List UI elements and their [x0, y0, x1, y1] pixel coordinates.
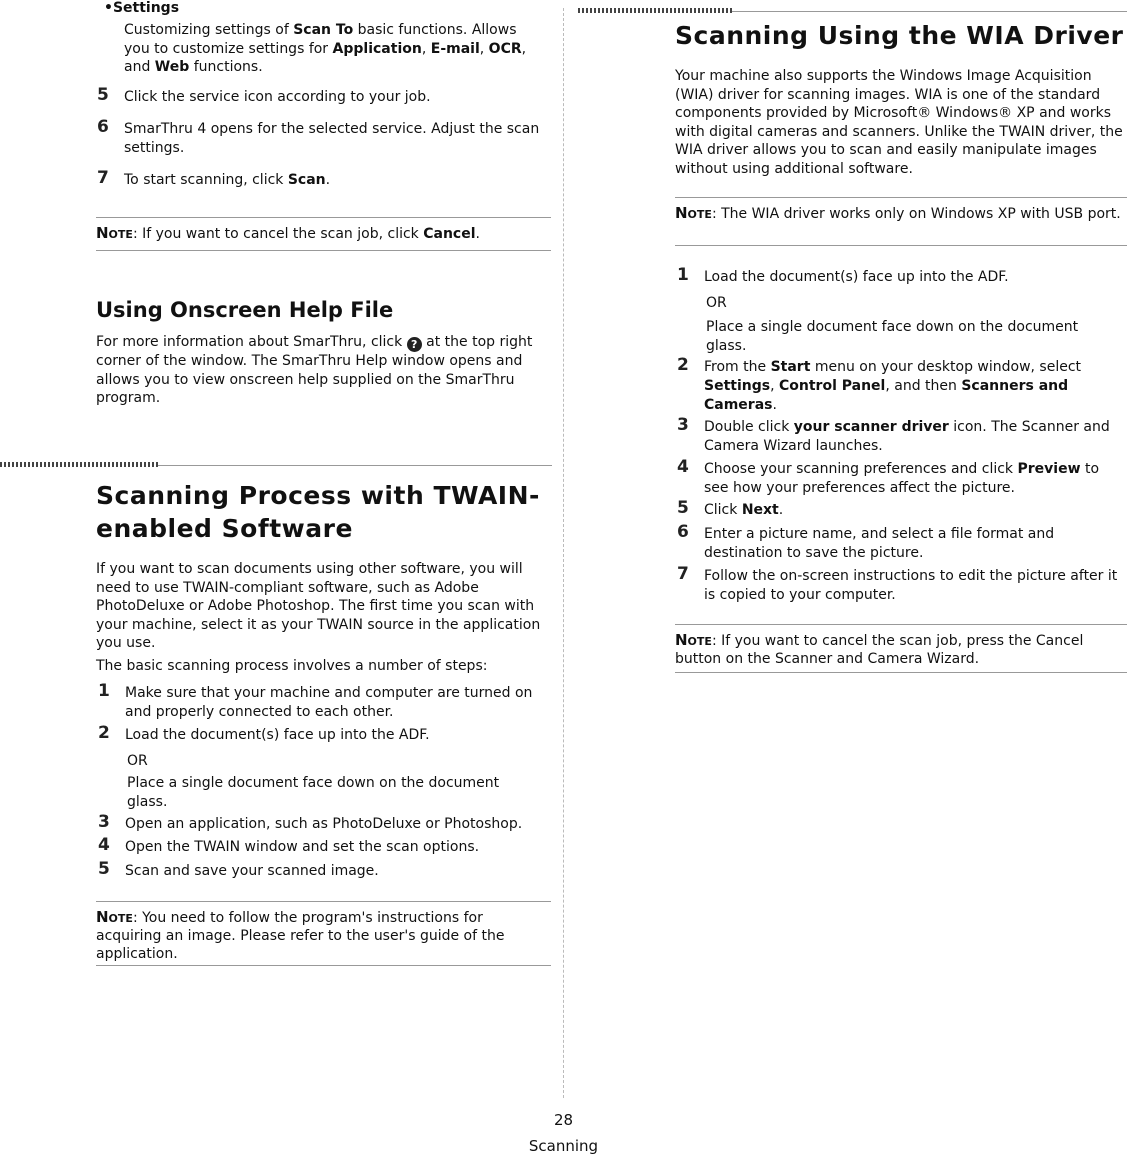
note4-rule-top — [675, 624, 1127, 625]
footer-section: Scanning — [528, 1137, 599, 1155]
section-bar-hatch-left — [0, 462, 158, 467]
section-heading-wia: Scanning Using the WIA Driver — [675, 21, 1124, 50]
page-number: 28 — [553, 1111, 574, 1129]
twain-paragraph-2: The basic scanning process involves a number of steps: — [96, 658, 488, 674]
section-bar-line-left — [158, 465, 552, 466]
wia-paragraph: Your machine also supports the Windows Image Acquisition (WIA) driver for scanning images. WIA is one of the standard components provided by Microsoft® Windows® XP and works with digital cameras and scanners. Unlike the TWAIN driver, the WIA driver allows you to scan and easily manipulate images without using additional software. — [675, 68, 1123, 177]
glass-text-right: Place a single document face down on the document glass. — [706, 319, 1079, 354]
or-text-left: OR — [127, 753, 148, 769]
section-heading-twain: Scanning Process with TWAIN-enabled Software — [96, 481, 540, 543]
or-text-right: OR — [706, 295, 727, 311]
step-7a: 7 To start scanning, click Scan. — [97, 168, 331, 188]
step-5b: 5 Scan and save your scanned image. — [98, 859, 379, 879]
note-rule-top — [96, 217, 551, 218]
wia-step-6: 6 Enter a picture name, and select a file format and destination to save the picture. — [677, 522, 1055, 561]
note3-rule-top — [675, 197, 1127, 198]
step-3b: 3 Open an application, such as PhotoDeluxe or Photoshop. — [98, 812, 523, 832]
wia-step-1: 1 Load the document(s) face up into the ADF. — [677, 265, 1009, 285]
step-6a: 6 SmarThru 4 opens for the selected service. Adjust the scan settings. — [97, 117, 540, 156]
step-5a: 5 Click the service icon according to your job. — [97, 85, 431, 105]
step-1b: 1 Make sure that your machine and computer are turned on and properly connected to each other. — [98, 681, 533, 720]
note-cancel: Note: If you want to cancel the scan job, click Cancel. — [96, 224, 480, 242]
note2-rule-top — [96, 901, 551, 902]
help-icon: ? — [407, 337, 422, 352]
note-wia-cancel: Note: If you want to cancel the scan job, press the Cancel button on the Scanner and Camera Wizard. — [675, 631, 1084, 667]
note-wia-xp: Note: The WIA driver works only on Windows XP with USB port. — [675, 204, 1121, 222]
section-heading-help: Using Onscreen Help File — [96, 298, 394, 322]
wia-step-2: 2 From the Start menu on your desktop window, select Settings, Control Panel, and then Scanners and Cameras. — [677, 355, 1082, 413]
step-2b: 2 Load the document(s) face up into the ADF. — [98, 723, 430, 743]
twain-paragraph-1: If you want to scan documents using other software, you will need to use TWAIN-compliant software, such as Adobe PhotoDeluxe or Adobe Photoshop. The first time you scan with your machine, select it as your TWAIN source in the application you use. — [96, 561, 541, 651]
note3-rule-bottom — [675, 245, 1127, 246]
wia-step-5: 5 Click Next. — [677, 498, 784, 518]
wia-step-3: 3 Double click your scanner driver icon. The Scanner and Camera Wizard launches. — [677, 415, 1110, 454]
note4-rule-bottom — [675, 672, 1127, 673]
settings-description: Customizing settings of Scan To basic functions. Allows you to customize settings for Application, E-mail, OCR, and Web functions. — [124, 22, 527, 75]
section-bar-line-right — [732, 11, 1127, 12]
wia-step-4: 4 Choose your scanning preferences and click Preview to see how your preferences affect the picture. — [677, 457, 1100, 496]
help-paragraph: For more information about SmarThru, click ? at the top right corner of the window. The SmarThru Help window opens and allows you to view onscreen help supplied on the SmarThru program. — [96, 334, 533, 406]
step-4b: 4 Open the TWAIN window and set the scan options. — [98, 835, 480, 855]
glass-text-left: Place a single document face down on the document glass. — [127, 775, 500, 810]
note-rule-bottom — [96, 250, 551, 251]
section-bar-hatch-right — [578, 8, 732, 13]
note2-rule-bottom — [96, 965, 551, 966]
column-divider — [563, 8, 564, 1098]
note-twain: Note: You need to follow the program's instructions for acquiring an image. Please refer to the user's guide of the application. — [96, 908, 505, 962]
settings-bullet: •Settings — [104, 0, 180, 16]
wia-step-7: 7 Follow the on-screen instructions to edit the picture after it is copied to your computer. — [677, 564, 1118, 603]
